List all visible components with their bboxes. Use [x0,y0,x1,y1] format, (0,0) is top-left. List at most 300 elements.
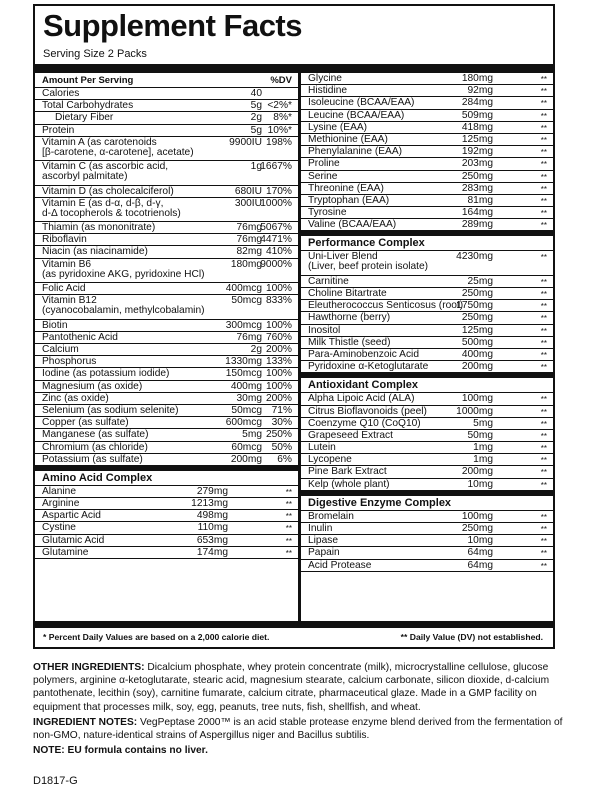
nutrient-dv: ** [540,221,547,231]
eu-note: NOTE: EU formula contains no liver. [33,745,208,757]
nutrient-amount: 653mg [196,534,228,546]
nutrient-name: Isoleucine (BCAA/EAA) [308,97,415,109]
nutrient-row [35,137,298,161]
nutrient-amount: 10mg [467,535,493,547]
nutrient-amount: 76mg [236,331,262,343]
left-column [35,73,298,559]
nutrient-amount: 300mcg [225,319,262,331]
nutrient-name: Leucine (BCAA/EAA) [308,109,405,121]
nutrient-amount: 92mg [467,85,493,97]
nutrient-dv: 133% [265,356,292,368]
nutrient-row [301,361,553,373]
nutrient-name: Phosphorus [42,356,97,368]
nutrient-dv: ** [540,148,547,158]
nutrient-dv: ** [540,561,547,571]
nutrient-row [301,73,553,85]
nutrient-dv: 10%* [267,124,292,136]
nutrient-dv: 410% [265,246,292,258]
nutrient-row [301,183,553,195]
nutrient-amount: 81mg [467,194,493,206]
nutrient-name: Arginine [42,498,80,510]
nutrient-amount: 250mg [461,312,493,324]
nutrient-name: Thiamin (as mononitrate) [42,222,156,234]
nutrient-name: Selenium (as sodium selenite) [42,404,179,416]
performance-list [301,251,553,373]
nutrient-row [301,535,553,547]
nutrient-dv: ** [540,277,547,287]
nutrient-dv: 170% [265,185,292,197]
nutrient-name: Vitamin B6 [42,258,92,270]
nutrient-name: Papain [308,547,340,559]
nutrient-name: Vitamin E (as d-α, d-β, d-γ, [42,197,164,209]
nutrient-row [301,207,553,219]
nutrient-name: Magnesium (as oxide) [42,380,143,392]
nutrient-amount: 200mg [230,453,262,465]
nutrient-name: Proline [308,158,340,170]
nutrient-row [35,522,298,534]
nutrient-name: Vitamin B12 [42,295,97,307]
footnote-not-established: ** Daily Value (DV) not established. [400,632,543,642]
nutrient-row [35,498,298,510]
supplement-facts-panel [33,4,555,649]
nutrient-name: Manganese (as sulfate) [42,429,149,441]
nutrient-amount: 5g [250,100,262,112]
nutrient-row [35,246,298,258]
nutrient-dv: ** [540,135,547,145]
digestive-section-title: Digestive Enzyme Complex [301,491,553,511]
nutrient-amount: 1750mg [456,300,493,312]
nutrient-name: Zinc (as oxide) [42,392,109,404]
nutrient-dv: ** [285,512,292,522]
nutrient-name: Vitamin C (as ascorbic acid, [42,161,169,173]
nutrient-amount: 192mg [461,146,493,158]
nutrient-amount: 5mg [473,417,493,429]
nutrient-name: Pantothenic Acid [42,331,118,343]
nutrient-row [35,535,298,547]
nutrient-dv: ** [540,172,547,182]
nutrient-amount: 60mcg [231,441,262,453]
nutrient-name: Tryptophan (EAA) [308,194,390,206]
nutrient-name: Citrus Bioflavonoids (peel) [308,405,427,417]
footer-bar [35,621,553,628]
nutrient-row [301,393,553,405]
nutrient-amount: 400mg [461,348,493,360]
nutrient-row [301,97,553,109]
nutrient-dv: ** [285,536,292,546]
nutrient-amount: 500mg [461,336,493,348]
nutrient-name: Pyridoxine α-Ketoglutarate [308,361,429,373]
nutrient-row [35,186,298,198]
nutrient-amount: 203mg [461,158,493,170]
nutrient-dv: 71% [271,404,292,416]
nutrient-amount: 64mg [467,547,493,559]
nutrient-dv: ** [540,123,547,133]
nutrient-dv: ** [540,290,547,300]
nutrient-row [35,429,298,441]
nutrient-name: Vitamin A (as carotenoids [42,136,157,148]
nutrient-amount: 400mcg [225,283,262,295]
nutrient-row [301,349,553,361]
nutrient-row [301,276,553,288]
nutrient-amount: 25mg [467,275,493,287]
nutrient-name: Alpha Lipoic Acid (ALA) [308,393,415,405]
nutrient-amount: 284mg [461,97,493,109]
nutrient-dv: ** [540,314,547,324]
nutrient-row [35,295,298,319]
nutrient-amount: 76mg [236,222,262,234]
nutrient-name: Phenylalanine (EAA) [308,146,403,158]
nutrient-name: Inulin [308,523,333,535]
nutrient-name: Valine (BCAA/EAA) [308,219,397,231]
nutrient-dv: 8%* [273,112,292,124]
nutrient-row [301,300,553,312]
dv-label: %DV [270,75,292,86]
nutrient-dv: ** [540,468,547,478]
amount-per-serving-label: Amount Per Serving [42,75,134,86]
amino-list [35,486,298,559]
nutrient-name: Total Carbohydrates [42,100,134,112]
nutrient-dv: ** [540,549,547,559]
nutrient-amount: 40 [250,88,262,99]
nutrient-name: Vitamin D (as cholecalciferol) [42,185,174,197]
nutrient-row [35,332,298,344]
nutrient-name: Lipase [308,535,339,547]
nutrient-name: Acid Protease [308,559,372,571]
nutrient-dv: ** [540,419,547,429]
nutrient-dv: ** [540,87,547,97]
nutrient-row [35,454,298,466]
nutrient-row [301,454,553,466]
nutrient-name: Lysine (EAA) [308,121,368,133]
nutrient-dv: ** [285,500,292,510]
amount-header [35,73,298,88]
nutrient-dv: 100% [265,319,292,331]
other-ingredients-text: Dicalcium phosphate, whey protein concentrate (milk), microcrystalline cellulose, glucose polymers, arginine α-ketoglutarate, stearic acid, magnesium stearate, calcium carbonate, silicon dioxide, d-calcium pantothenate, lecithin (soy), carnitine fumarate, calcium citrate, pharmaceutical glaze. Made in a GMP facility on equipment that processes milk, soy, egg, peanuts, tree nuts, fish, shellfish, and wheat. [33,662,550,713]
nutrient-row [301,146,553,158]
footnote-dv: * Percent Daily Values are based on a 2,000 calorie diet. [43,632,270,642]
nutrient-dv: ** [540,444,547,454]
nutrient-name-detail: (as pyridoxine AKG, pyridoxine HCl) [42,268,205,280]
nutrient-amount: 174mg [196,546,228,558]
nutrient-row [35,510,298,522]
nutrient-name: Para-Aminobenzoic Acid [308,348,419,360]
nutrient-amount: 300IU [234,197,262,209]
nutrient-amount: 289mg [461,219,493,231]
nutrient-row [301,430,553,442]
nutrient-row [35,100,298,112]
nutrient-name-detail: ascorbyl palmitate) [42,171,128,183]
nutrient-amount: 5g [250,124,262,136]
nutrient-dv: 9000% [260,258,292,270]
nutrient-row [301,288,553,300]
nutrient-amount: 180mg [230,258,262,270]
nutrient-name: Biotin [42,319,68,331]
nutrient-dv: 760% [265,331,292,343]
nutrient-dv: ** [285,524,292,534]
nutrient-amount: 1213mg [191,498,228,510]
nutrient-name: Glycine [308,73,342,84]
nutrient-dv: <2%* [267,100,292,112]
nutrient-dv: 4471% [260,234,292,246]
nutrient-row [301,511,553,523]
nutrient-row [35,368,298,380]
nutrient-name: Coenzyme Q10 (CoQ10) [308,417,421,429]
nutrient-name: Serine [308,170,338,182]
nutrient-amount: 400mg [230,380,262,392]
nutrient-name: Grapeseed Extract [308,429,393,441]
nutrient-amount: 200mg [461,361,493,373]
nutrient-name: Calcium [42,344,79,356]
nutrient-row [35,88,298,100]
nutrient-dv: ** [540,407,547,417]
nutrient-name: Tyrosine [308,207,347,219]
nutrient-amount: 279mg [196,485,228,497]
nutrient-row [301,134,553,146]
nutrient-amount: 4230mg [456,251,493,263]
nutrient-dv: 200% [265,344,292,356]
antioxidant-section-title: Antioxidant Complex [301,373,553,393]
nutrient-name: Folic Acid [42,283,86,295]
nutrient-row [35,344,298,356]
nutrient-amount: 50mcg [231,295,262,307]
nutrient-dv: 5067% [260,222,292,234]
nutrient-dv: ** [540,326,547,336]
nutrient-dv: 198% [265,136,292,148]
nutrient-list [35,88,298,466]
nutrient-row [301,466,553,478]
right-column [301,73,553,572]
nutrient-row [301,312,553,324]
nutrient-row [35,442,298,454]
nutrient-dv: ** [540,395,547,405]
nutrient-row [35,222,298,234]
nutrient-amount: 1g [250,161,262,173]
nutrient-name: Lycopene [308,454,352,466]
nutrient-row [301,219,553,231]
nutrient-name: Calories [42,88,80,99]
nutrient-dv: ** [540,99,547,109]
nutrient-amount: 9900IU [229,136,262,148]
nutrient-name: Uni-Liver Blend [308,251,378,263]
nutrient-amount: 82mg [236,246,262,258]
nutrient-row [35,356,298,368]
nutrient-row [35,417,298,429]
nutrient-name: Methionine (EAA) [308,133,388,145]
nutrient-name: Riboflavin [42,234,87,246]
nutrient-row [35,161,298,185]
nutrient-name: Carnitine [308,275,349,287]
nutrient-dv: ** [540,456,547,466]
nutrient-row [35,405,298,417]
nutrient-amount: 125mg [461,324,493,336]
nutrient-amount: 5mg [242,429,262,441]
nutrient-amount: 100mg [461,510,493,522]
nutrient-name-detail: d-Δ tocopherols & tocotrienols) [42,207,181,219]
nutrient-name: Hawthorne (berry) [308,312,391,324]
nutrient-dv: ** [540,431,547,441]
nutrient-dv: ** [540,209,547,219]
nutrient-row [35,547,298,559]
nutrient-name: Inositol [308,324,341,336]
nutrient-dv: 100% [265,368,292,380]
nutrient-dv: ** [540,350,547,360]
nutrient-amount: 164mg [461,207,493,219]
nutrient-amount: 76mg [236,234,262,246]
nutrient-amount: 1330mg [225,356,262,368]
nutrient-dv: ** [540,196,547,206]
nutrient-row [301,479,553,491]
antioxidant-list [301,393,553,491]
nutrient-row [35,381,298,393]
nutrient-dv: ** [285,487,292,497]
nutrient-amount: 110mg [197,522,228,534]
nutrient-amount: 125mg [461,133,493,145]
nutrient-amount: 418mg [461,121,493,133]
nutrient-name: Chromium (as chloride) [42,441,148,453]
nutrient-name-detail: [β-carotene, α-carotene], acetate) [42,146,194,158]
nutrient-row [301,418,553,430]
nutrient-name: Lutein [308,442,336,454]
nutrient-dv: 100% [265,380,292,392]
nutrient-name: Eleutherococcus Senticosus (root) [308,300,464,312]
ingredient-notes-text: VegPeptase 2000™ is an acid stable protease enzyme blend derived from the fermentation of non-GMO, nature-identical strains of Aspergillus niger and Bacillus subtilis. [33,716,563,742]
nutrient-dv: 1000% [260,197,292,209]
nutrient-row [35,234,298,246]
nutrient-dv: ** [540,363,547,373]
other-ingredients-label: OTHER INGREDIENTS: [33,662,145,673]
ingredient-notes-label: INGREDIENT NOTES: [33,716,138,728]
nutrient-dv: ** [540,480,547,490]
nutrient-dv: ** [540,525,547,535]
serving-size: Serving Size 2 Packs [43,48,147,60]
nutrient-amount: 1mg [473,442,493,454]
nutrient-dv: ** [540,253,547,263]
nutrient-name: Potassium (as sulfate) [42,453,143,465]
nutrient-dv: 6% [277,453,292,465]
nutrient-dv: ** [285,548,292,558]
nutrient-amount: 498mg [196,510,228,522]
amino-section-title: Amino Acid Complex [35,466,298,486]
nutrient-row [35,259,298,283]
nutrient-amount: 680IU [234,185,262,197]
nutrient-row [301,195,553,207]
nutrient-row [301,171,553,183]
digestive-list [301,511,553,572]
nutrient-name: Cystine [42,522,76,534]
nutrient-dv: 200% [265,392,292,404]
nutrient-row [301,251,553,275]
nutrient-row [301,523,553,535]
nutrient-dv: 250% [265,429,292,441]
nutrient-amount: 2g [250,344,262,356]
nutrient-name: Threonine (EAA) [308,182,384,194]
nutrient-amount: 2g [250,112,262,124]
product-code: D1817-G [33,775,78,787]
nutrient-row [301,158,553,170]
nutrient-name: Iodine (as potassium iodide) [42,368,170,380]
nutrient-dv: 833% [265,295,292,307]
nutrient-amount: 64mg [467,559,493,571]
nutrient-amount: 250mg [461,170,493,182]
nutrient-name: Aspartic Acid [42,510,101,522]
nutrient-name-detail: (cyanocobalamin, methylcobalamin) [42,305,205,317]
ingredient-notes-block [33,661,563,759]
nutrient-name: Choline Bitartrate [308,288,387,300]
nutrient-name: Milk Thistle (seed) [308,336,391,348]
nutrient-amount: 250mg [461,523,493,535]
nutrient-name: Protein [42,124,75,136]
nutrient-name: Kelp (whole plant) [308,478,390,490]
nutrient-row [301,122,553,134]
nutrient-dv: 30% [271,417,292,429]
other-ingredients [33,661,563,714]
nutrient-row [301,85,553,97]
performance-section-title: Performance Complex [301,231,553,251]
nutrient-name: Pine Bark Extract [308,466,387,478]
nutrient-amount: 200mg [461,466,493,478]
nutrient-row [301,110,553,122]
nutrient-name: Glutamic Acid [42,534,105,546]
nutrient-dv: 1667% [260,161,292,173]
nutrient-dv: ** [540,160,547,170]
nutrient-name: Copper (as sulfate) [42,417,129,429]
nutrient-row [35,125,298,137]
nutrient-row [35,112,298,124]
nutrient-amount: 600mcg [225,417,262,429]
nutrient-dv: 100% [265,283,292,295]
nutrient-amount: 509mg [461,109,493,121]
nutrient-row [301,337,553,349]
nutrient-amount: 250mg [461,288,493,300]
nutrient-amount: 10mg [467,478,493,490]
ingredient-notes [33,716,563,742]
nutrient-amount: 283mg [461,182,493,194]
nutrient-dv: ** [540,537,547,547]
nutrient-name: Histidine [308,85,348,97]
nutrient-dv: ** [540,111,547,121]
nutrient-dv: ** [540,184,547,194]
nutrient-amount: 50mcg [231,404,262,416]
nutrient-row [301,442,553,454]
nutrient-dv: ** [540,75,547,84]
nutrient-row [301,406,553,418]
nutrient-row [35,198,298,222]
nutrient-amount: 50mg [467,429,493,441]
nutrient-amount: 30mg [236,392,262,404]
nutrient-row [301,325,553,337]
nutrient-amount: 150mcg [225,368,262,380]
nutrient-row [301,560,553,572]
nutrient-amount: 1000mg [456,405,493,417]
nutrient-amount: 180mg [461,73,493,84]
nutrient-row [35,320,298,332]
nutrient-row [301,547,553,559]
header-bar [35,64,553,73]
nutrient-name: Glutamine [42,546,89,558]
nutrient-dv: ** [540,512,547,522]
nutrient-row [35,283,298,295]
nutrient-name: Bromelain [308,510,354,522]
panel-title: Supplement Facts [43,8,302,43]
nutrient-name-detail: (Liver, beef protein isolate) [308,261,429,273]
amino-continued-list [301,73,553,231]
nutrient-dv: ** [540,338,547,348]
nutrient-row [35,486,298,498]
nutrient-amount: 100mg [461,393,493,405]
nutrient-name: Alanine [42,485,76,497]
nutrient-row [35,393,298,405]
nutrient-dv: 50% [271,441,292,453]
